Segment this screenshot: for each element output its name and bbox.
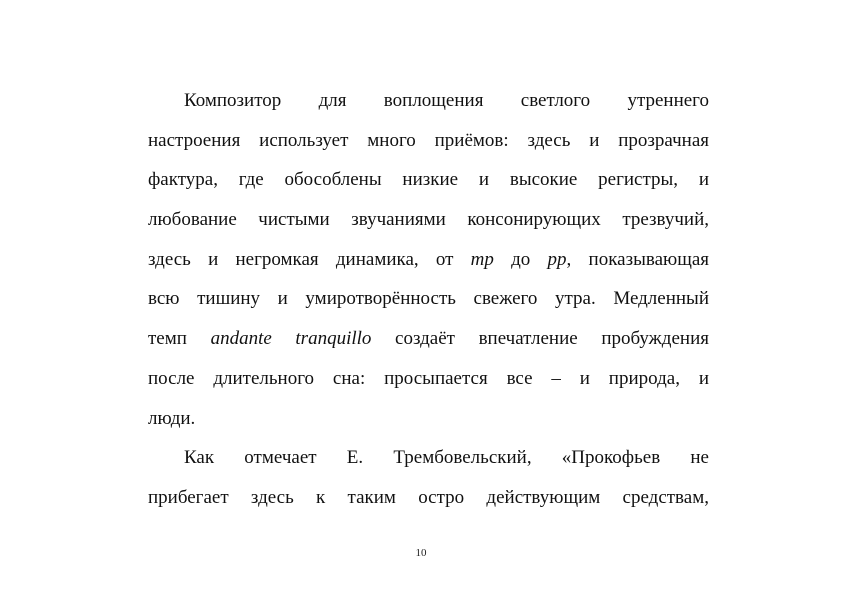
paragraph [148, 81, 709, 438]
text-line: люди. [148, 407, 196, 429]
dynamic-marking-pp: pp [547, 248, 567, 270]
text-line: настроения использует много приёмов: здесь и прозрачная [148, 129, 709, 151]
body-text [148, 81, 709, 518]
text-line: Композитор для воплощения светлого утреннего [184, 90, 709, 111]
tempo-marking: andante tranquillo [210, 328, 372, 350]
text-line: всю тишину и умиротворённость свежего утра. Медленный [148, 288, 709, 310]
text-segment: до [493, 248, 548, 270]
paragraph [148, 438, 709, 517]
text-line: любование чистыми звучаниями консонирующих трезвучий, [148, 209, 709, 231]
text-line: фактура, где обособлены низкие и высокие регистры, и [148, 169, 709, 191]
text-line [148, 319, 709, 359]
text-segment: здесь и негромкая динамика, от [148, 248, 471, 270]
text-segment: создаёт впечатление пробуждения [371, 328, 709, 350]
text-segment: темп [148, 328, 211, 350]
dynamic-marking-mp: mp [470, 248, 494, 270]
text-line [148, 240, 709, 280]
text-line: Как отмечает Е. Трембовельский, «Прокофьев не [184, 447, 709, 469]
text-line: прибегает здесь к таким остро действующим средствам, [148, 486, 709, 508]
text-line: после длительного сна: просыпается все – и природа, и [148, 367, 709, 389]
page-number: 10 [415, 547, 427, 559]
text-segment: , показывающая [566, 248, 709, 270]
